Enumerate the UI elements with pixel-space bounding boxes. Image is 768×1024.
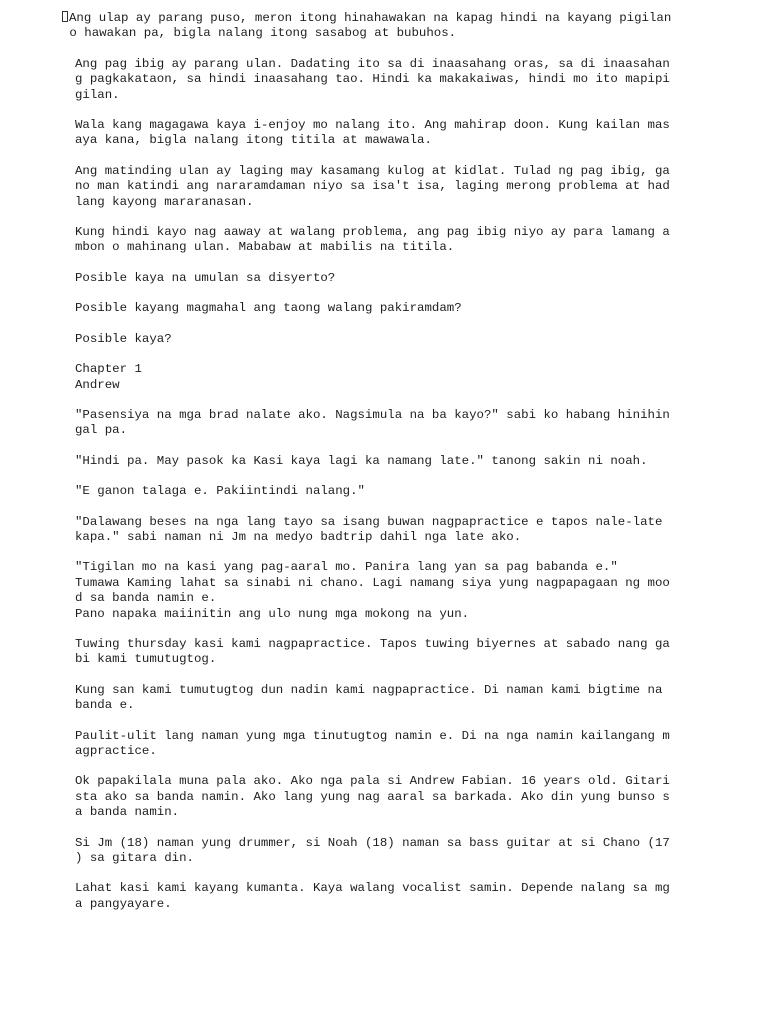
- paragraph-17: Paulit-ulit lang naman yung mga tinutugtog namin e. Di na nga namin kailangang m agpractice.: [75, 728, 670, 758]
- paragraph-7: Posible kayang magmahal ang taong walang pakiramdam?: [75, 301, 462, 316]
- paragraph-3: Wala kang magagawa kaya i-enjoy mo nalang ito. Ang mahirap doon. Kung kailan mas aya kana, bigla nalang itong titila at mawawala.: [75, 118, 670, 148]
- paragraph-2: Ang pag ibig ay parang ulan. Dadating ito sa di inaasahang oras, sa di inaasahan g pagkakataon, sa hindi inaasahang tao. Hindi ka makakaiwas, hindi mo ito mapipi gilan.: [75, 56, 670, 102]
- paragraph-15: Tuwing thursday kasi kami nagpapractice. Tapos tuwing biyernes at sabado nang ga bi kami tumutugtog.: [75, 636, 670, 667]
- paragraph-4: Ang matinding ulan ay laging may kasamang kulog at kidlat. Tulad ng pag ibig, ga no man katindi ang nararamdaman niyo sa isa't isa, laging merong problema at had lang kayong mararanasan.: [75, 163, 670, 209]
- paragraph-6: Posible kaya na umulan sa disyerto?: [75, 270, 336, 285]
- paragraph-12: "E ganon talaga e. Pakiintindi nalang.": [75, 484, 365, 499]
- paragraph-20: Lahat kasi kami kayang kumanta. Kaya walang vocalist samin. Depende nalang sa mg a pangyayare.: [75, 881, 670, 911]
- paragraph-13: "Dalawang beses na nga lang tayo sa isang buwan nagpapractice e tapos nale-late kapa." sabi naman ni Jm na medyo badtrip dahil nga late ako.: [75, 514, 663, 544]
- paragraph-19: Si Jm (18) naman yung drummer, si Noah (18) naman sa bass guitar at si Chano (17 ) sa gitara din.: [75, 835, 670, 866]
- chapter-heading: Chapter 1 Andrew: [75, 362, 142, 392]
- paragraph-8: Posible kaya?: [75, 331, 172, 346]
- document-page: [69, 11, 755, 927]
- paragraph-18: Ok papakilala muna pala ako. Ako nga pala si Andrew Fabian. 16 years old. Gitari sta ako sa banda namin. Ako lang yung nag aaral sa barkada. Ako din yung bunso s a banda namin.: [75, 774, 670, 820]
- paragraph-16: Kung san kami tumutugtog dun nadin kami nagpapractice. Di naman kami bigtime na banda e.: [75, 682, 663, 713]
- paragraph-14: "Tigilan mo na kasi yang pag-aaral mo. Panira lang yan sa pag babanda e." Tumawa Kaming lahat sa sinabi ni chano. Lagi namang siya yung nagpapagaan ng moo d sa banda namin e. Pano napaka maiinitin ang ulo nung mga mokong na yun.: [75, 560, 670, 621]
- missing-glyph-icon: [62, 11, 68, 22]
- paragraph-1-text: Ang ulap ay parang puso, meron itong hinahawakan na kapag hindi na kayang pigilan o hawakan pa, bigla nalang itong sasabog at bubuhos.: [69, 11, 672, 41]
- paragraph-10: "Pasensiya na mga brad nalate ako. Nagsimula na ba kayo?" sabi ko habang hinihin gal pa.: [75, 407, 670, 438]
- paragraph-11: "Hindi pa. May pasok ka Kasi kaya lagi ka namang late." tanong sakin ni noah.: [75, 453, 648, 468]
- paragraph-1: [62, 11, 755, 42]
- paragraph-5: Kung hindi kayo nag aaway at walang problema, ang pag ibig niyo ay para lamang a mbon o mahinang ulan. Mababaw at mabilis na titila.: [75, 225, 670, 255]
